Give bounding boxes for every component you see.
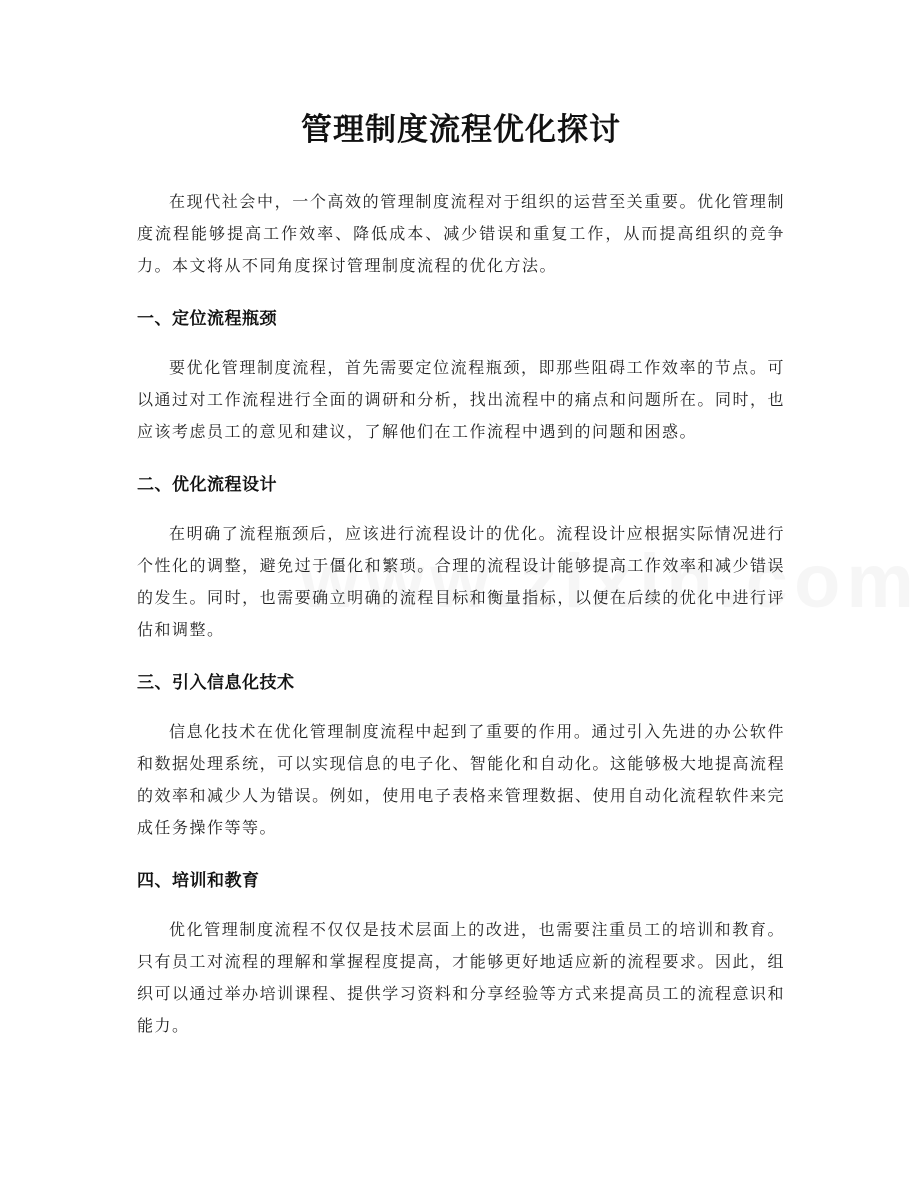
section-body-2: 在明确了流程瓶颈后，应该进行流程设计的优化。流程设计应根据实际情况进行个性化的调整，避免过于僵化和繁琐。合理的流程设计能够提高工作效率和减少错误的发生。同时，也需要确立明确的流程目标和衡量指标，以便在后续的优化中进行评估和调整。: [137, 524, 785, 639]
section-body-4: 优化管理制度流程不仅仅是技术层面上的改进，也需要注重员工的培训和教育。只有员工对流程的理解和掌握程度提高，才能够更好地适应新的流程要求。因此，组织可以通过举办培训课程、提供学习资料和分享经验等方式来提高员工的流程意识和能力。: [137, 920, 785, 1035]
section-heading-2: 二、优化流程设计: [137, 475, 277, 495]
intro-paragraph: 在现代社会中，一个高效的管理制度流程对于组织的运营至关重要。优化管理制度流程能够提高工作效率、降低成本、减少错误和重复工作，从而提高组织的竞争力。本文将从不同角度探讨管理制度流程的优化方法。: [137, 192, 785, 275]
section-body-1: 要优化管理制度流程，首先需要定位流程瓶颈，即那些阻碍工作效率的节点。可以通过对工作流程进行全面的调研和分析，找出流程中的痛点和问题所在。同时，也应该考虑员工的意见和建议，了解他们在工作流程中遇到的问题和困惑。: [137, 358, 785, 441]
section-heading-3: 三、引入信息化技术: [137, 673, 295, 693]
section-heading-1: 一、定位流程瓶颈: [137, 309, 277, 329]
section-body-3: 信息化技术在优化管理制度流程中起到了重要的作用。通过引入先进的办公软件和数据处理系统，可以实现信息的电子化、智能化和自动化。这能够极大地提高流程的效率和减少人为错误。例如，使用电子表格来管理数据、使用自动化流程软件来完成任务操作等等。: [137, 722, 785, 837]
section-heading-4: 四、培训和教育: [137, 871, 260, 891]
document-title: 管理制度流程优化探讨: [301, 112, 621, 148]
